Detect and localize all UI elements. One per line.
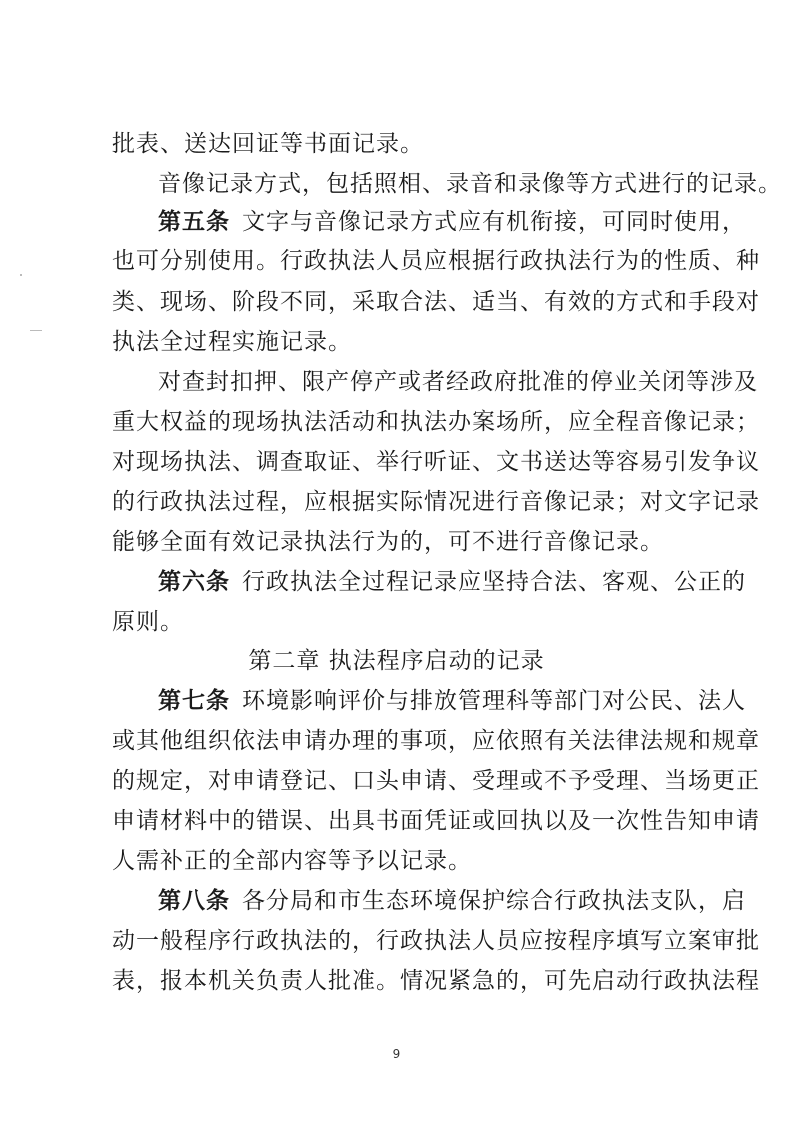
body-line: 或其他组织依法申请办理的事项，应依照有关法律法规和规章 xyxy=(112,728,760,754)
body-line: 能够全面有效记录执法行为的，可不进行音像记录。 xyxy=(112,529,664,555)
body-line: 执法全过程实施记录。 xyxy=(112,329,352,355)
body-line: 对查封扣押、限产停产或者经政府批准的停业关闭等涉及 xyxy=(158,369,758,395)
article-text: 文字与音像记录方式应有机衔接，可同时使用， xyxy=(242,209,746,235)
article-label: 第八条 xyxy=(158,888,230,914)
scan-speck xyxy=(30,330,42,331)
chapter-heading: 第二章 执法程序启动的记录 xyxy=(248,648,545,674)
article-5-first-line xyxy=(158,202,746,242)
body-line: 对现场执法、调查取证、举行听证、文书送达等容易引发争议 xyxy=(112,449,760,475)
article-text: 环境影响评价与排放管理科等部门对公民、法人 xyxy=(242,688,746,714)
body-line: 的行政执法过程，应根据实际情况进行音像记录；对文字记录 xyxy=(112,489,760,515)
article-label: 第六条 xyxy=(158,569,230,595)
article-7-first-line xyxy=(158,681,746,721)
body-line: 申请材料中的错误、出具书面凭证或回执以及一次性告知申请 xyxy=(112,808,760,834)
body-line: 动一般程序行政执法的，行政执法人员应按程序填写立案审批 xyxy=(112,928,760,954)
body-line: 人需补正的全部内容等予以记录。 xyxy=(112,848,472,874)
body-line: 类、现场、阶段不同，采取合法、适当、有效的方式和手段对 xyxy=(112,289,760,315)
body-line: 也可分别使用。行政执法人员应根据行政执法行为的性质、种 xyxy=(112,248,760,274)
scan-speck xyxy=(20,274,22,276)
article-text: 各分局和市生态环境保护综合行政执法支队，启 xyxy=(242,888,746,914)
body-line: 批表、送达回证等书面记录。 xyxy=(112,131,424,157)
article-label: 第七条 xyxy=(158,688,230,714)
article-text: 行政执法全过程记录应坚持合法、客观、公正的 xyxy=(242,569,746,595)
article-6-first-line xyxy=(158,562,746,602)
body-line: 重大权益的现场执法活动和执法办案场所，应全程音像记录； xyxy=(112,409,760,435)
body-line: 音像记录方式，包括照相、录音和录像等方式进行的记录。 xyxy=(158,171,782,197)
page-number: 9 xyxy=(392,1047,401,1061)
body-line: 的规定，对申请登记、口头申请、受理或不予受理、当场更正 xyxy=(112,768,760,794)
body-line: 原则。 xyxy=(112,609,184,635)
article-label: 第五条 xyxy=(158,209,230,235)
body-line: 表，报本机关负责人批准。情况紧急的，可先启动行政执法程 xyxy=(112,968,760,994)
article-8-first-line xyxy=(158,881,746,921)
